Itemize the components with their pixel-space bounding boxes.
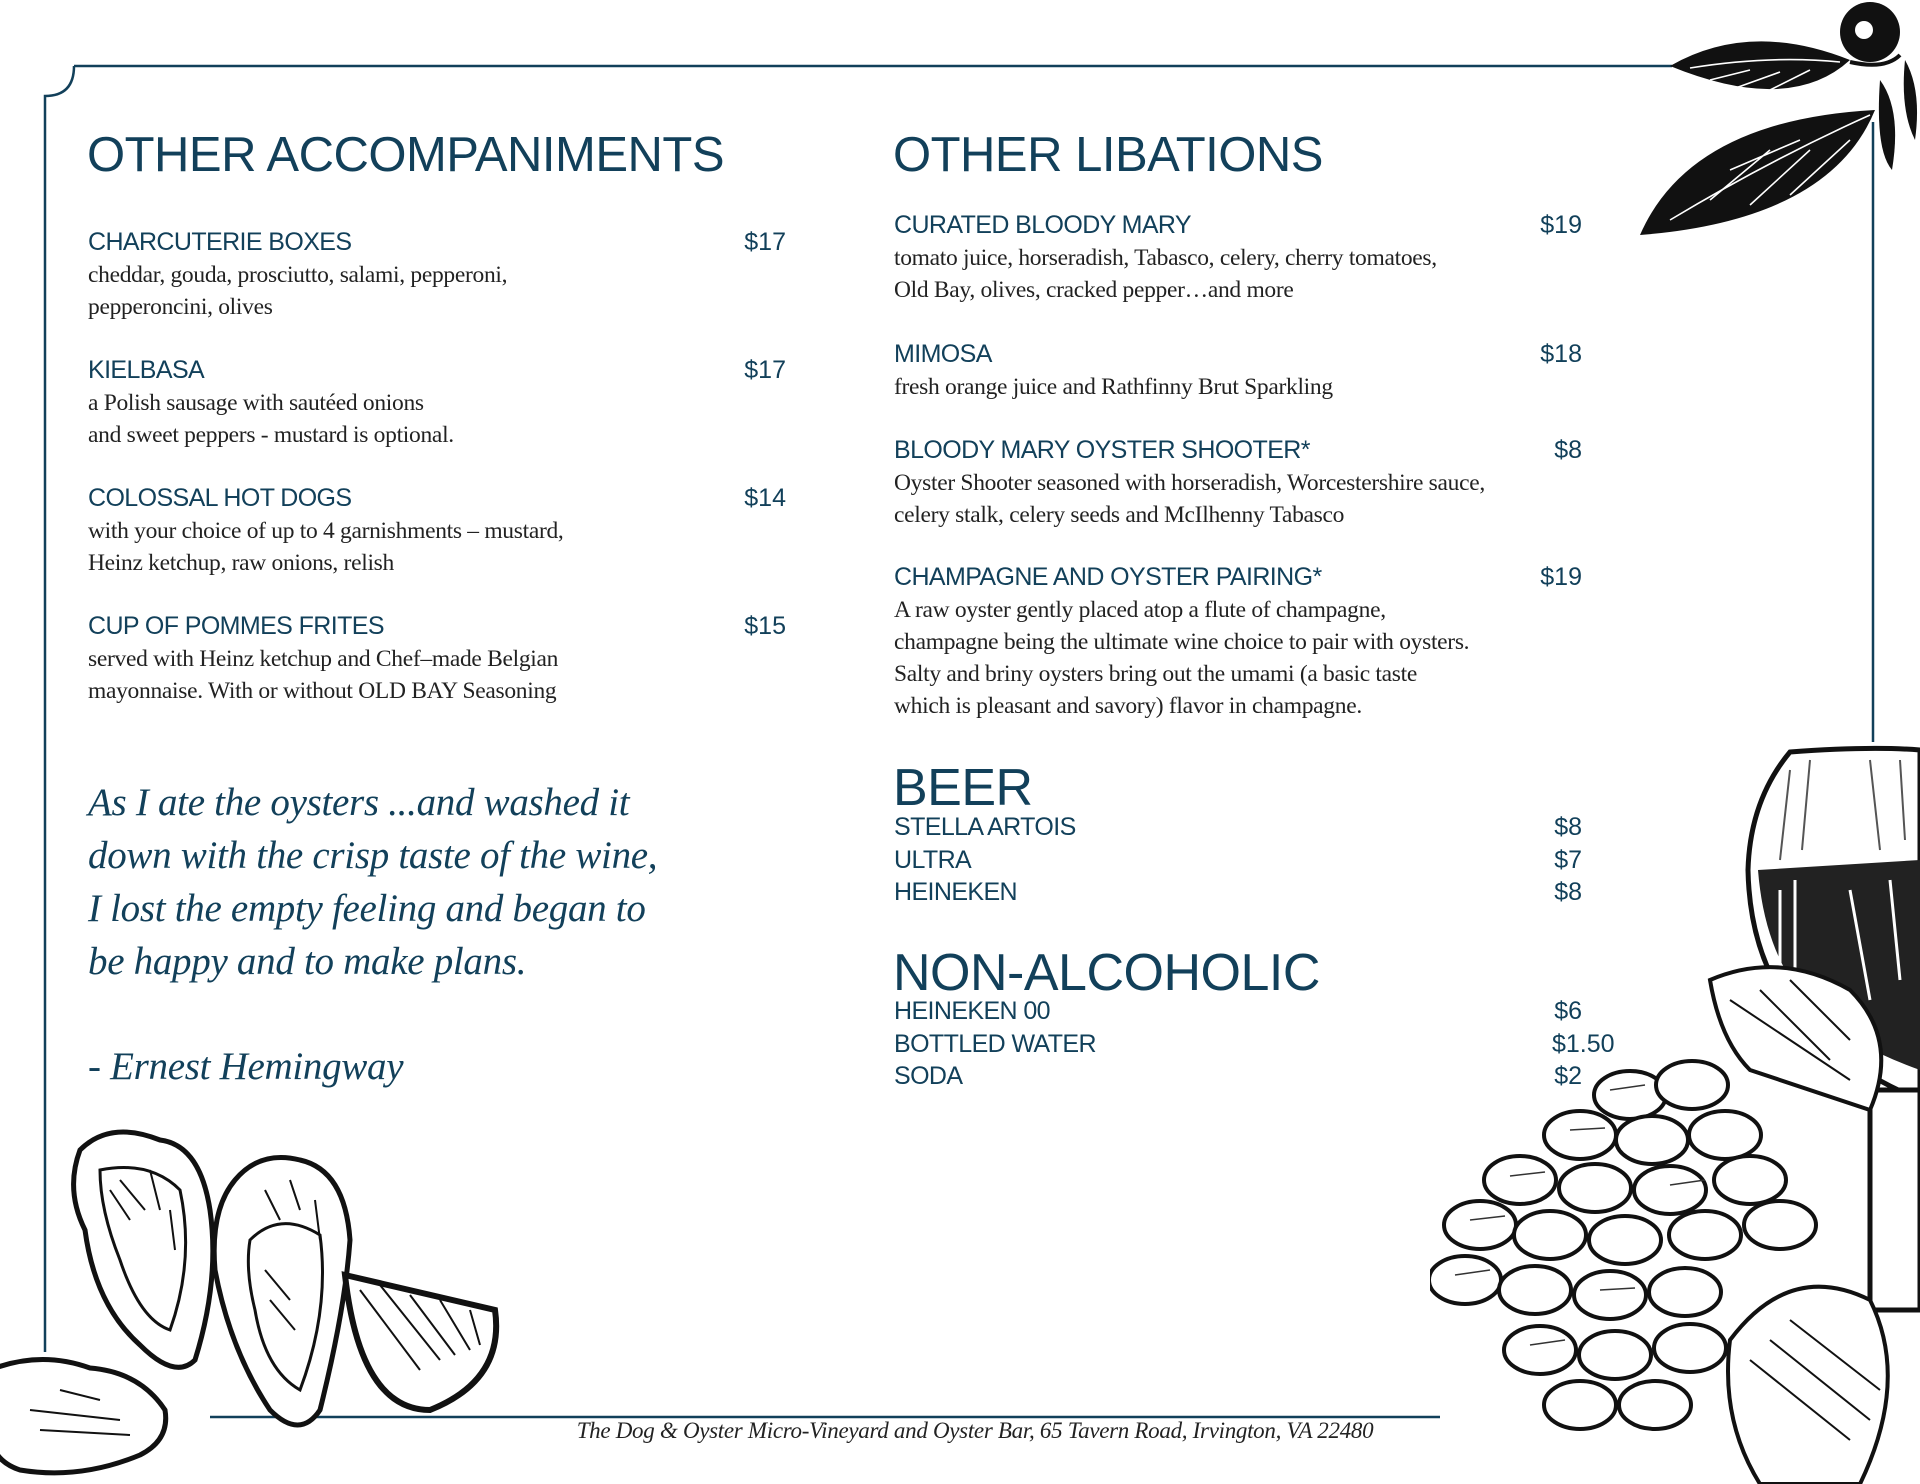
- item-description: fresh orange juice and Rathfinny Brut Sparkling: [894, 374, 1333, 400]
- item-description: A raw oyster gently placed atop a flute of champagne, champagne being the ultimate wine choice to pair with oysters. Salty and briny oysters bring out the umami (a basic taste which is pleasant and savory) flavor in champagne.: [894, 597, 1470, 719]
- menu-item-kielbasa: [88, 357, 786, 451]
- menu-item-champagne-oyster-pairing: [894, 564, 1582, 722]
- hemingway-quote: [88, 776, 657, 1093]
- beer-item: HEINEKEN $8: [894, 878, 1582, 906]
- item-name: CHAMPAGNE AND OYSTER PAIRING*: [894, 563, 1322, 591]
- olive-branch-icon: [1630, 0, 1920, 250]
- item-price: $19: [1540, 211, 1582, 239]
- item-name: KIELBASA: [88, 356, 205, 384]
- item-price: $18: [1540, 340, 1582, 368]
- quote-line: down with the crisp taste of the wine,: [88, 834, 658, 877]
- quote-line: As I ate the oysters ...and washed it: [88, 781, 630, 824]
- item-description: a Polish sausage with sautéed onions and sweet peppers - mustard is optional.: [88, 390, 454, 448]
- non-alcoholic-item: BOTTLED WATER $1.50: [894, 1029, 1615, 1058]
- item-price: $19: [1540, 563, 1582, 591]
- section-title-non-alcoholic: NON-ALCOHOLIC: [893, 944, 1320, 1002]
- menu-item-pommes-frites: [88, 613, 786, 707]
- menu-item-oyster-shooter: [894, 437, 1582, 531]
- non-alcoholic-item: SODA $2: [894, 1062, 1582, 1090]
- item-name: CUP OF POMMES FRITES: [88, 612, 384, 640]
- item-description: tomato juice, horseradish, Tabasco, celery, cherry tomatoes, Old Bay, olives, cracked pepper…and more: [894, 245, 1437, 303]
- quote-line: be happy and to make plans.: [88, 940, 527, 983]
- quote-line: I lost the empty feeling and began to: [88, 887, 646, 930]
- section-title-accompaniments: OTHER ACCOMPANIMENTS: [87, 128, 725, 182]
- item-price: $17: [744, 228, 786, 256]
- item-price: $17: [744, 356, 786, 384]
- menu-item-charcuterie: [88, 229, 786, 323]
- item-price: $8: [1554, 436, 1582, 464]
- item-price: $15: [744, 612, 786, 640]
- menu-item-mimosa: [894, 341, 1582, 403]
- item-description: cheddar, gouda, prosciutto, salami, pepperoni, pepperoncini, olives: [88, 262, 508, 320]
- restaurant-address-footer: The Dog & Oyster Micro-Vineyard and Oyster Bar, 65 Tavern Road, Irvington, VA 22480: [576, 1418, 1374, 1443]
- item-name: MIMOSA: [894, 340, 992, 368]
- menu-item-hot-dogs: [88, 485, 786, 579]
- item-price: $14: [744, 484, 786, 512]
- quote-author: - Ernest Hemingway: [88, 1045, 404, 1088]
- item-name: COLOSSAL HOT DOGS: [88, 484, 352, 512]
- item-description: served with Heinz ketchup and Chef–made Belgian mayonnaise. With or without OLD BAY Seasoning: [88, 646, 559, 704]
- menu-item-curated-bloody-mary: [894, 212, 1582, 306]
- item-name: BLOODY MARY OYSTER SHOOTER*: [894, 436, 1310, 464]
- beer-item: STELLA ARTOIS $8: [894, 813, 1582, 841]
- beer-item: ULTRA $7: [894, 845, 1582, 874]
- item-name: CHARCUTERIE BOXES: [88, 228, 352, 256]
- non-alcoholic-item: HEINEKEN 00 $6: [894, 997, 1582, 1025]
- wine-glass-and-grapes-icon: [1430, 740, 1920, 1484]
- item-description: with your choice of up to 4 garnishments – mustard, Heinz ketchup, raw onions, relish: [88, 518, 564, 576]
- section-title-beer: BEER: [893, 759, 1033, 817]
- item-description: Oyster Shooter seasoned with horseradish, Worcestershire sauce, celery stalk, celery seeds and McIlhenny Tabasco: [894, 470, 1485, 528]
- section-title-libations: OTHER LIBATIONS: [893, 128, 1323, 182]
- item-name: CURATED BLOODY MARY: [894, 211, 1191, 239]
